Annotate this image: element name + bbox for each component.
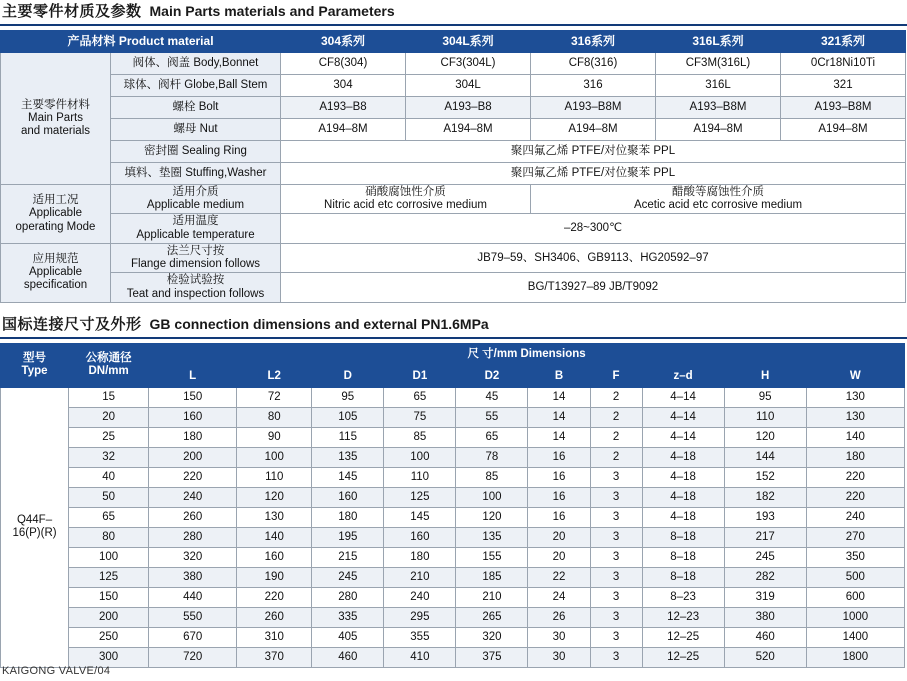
col-316: 316系列 <box>531 31 656 53</box>
cell-L2: 72 <box>237 387 312 407</box>
cell-D2: 265 <box>456 607 528 627</box>
table-row <box>1 627 905 647</box>
part-stuffing-cn: 填料、垫圈 <box>124 167 183 180</box>
cell: CF3(304L) <box>406 53 531 75</box>
cell-zd: 4–14 <box>642 407 724 427</box>
section2-title <box>0 313 907 337</box>
group2-label-cn: 适用工况 <box>32 194 79 207</box>
group3-label-en1: Applicable <box>28 266 83 279</box>
cell-D: 245 <box>312 567 384 587</box>
cell-W: 220 <box>806 467 904 487</box>
group2-label-en2: operating Mode <box>15 220 96 233</box>
part-nut-en: Nut <box>199 123 218 136</box>
table-row <box>1 567 905 587</box>
table-row <box>1 243 906 272</box>
cell-L: 720 <box>149 647 237 667</box>
col-L2: L2 <box>237 365 312 387</box>
cell: 316L <box>656 75 781 97</box>
table-row <box>1 141 906 163</box>
cell-D2: 100 <box>456 487 528 507</box>
table-row <box>1 647 905 667</box>
cell-D1: 145 <box>384 507 456 527</box>
cell-B: 20 <box>528 547 590 567</box>
table-row <box>1 447 905 467</box>
col-321: 321系列 <box>781 31 906 53</box>
cell-L: 160 <box>149 407 237 427</box>
cell-B: 30 <box>528 647 590 667</box>
table-row <box>1 507 905 527</box>
type-value-cell <box>1 387 69 667</box>
cell-D2: 78 <box>456 447 528 467</box>
medium-left-cn: 硝酸腐蚀性介质 <box>365 186 446 198</box>
cell-D: 335 <box>312 607 384 627</box>
col-zd: z–d <box>642 365 724 387</box>
cell-zd: 8–23 <box>642 587 724 607</box>
dn-value: 20 <box>69 407 149 427</box>
cell-F: 3 <box>590 527 642 547</box>
cell-D1: 75 <box>384 407 456 427</box>
cell-L2: 220 <box>237 587 312 607</box>
part-nut <box>111 119 281 141</box>
type-header <box>1 343 69 387</box>
table-row <box>1 185 906 214</box>
table-row <box>1 97 906 119</box>
cell-D1: 125 <box>384 487 456 507</box>
cell-D: 460 <box>312 647 384 667</box>
dn-value: 150 <box>69 587 149 607</box>
cell-H: 460 <box>724 627 806 647</box>
group3-label-en2: specification <box>23 279 88 292</box>
cell-W: 1000 <box>806 607 904 627</box>
cell-W: 220 <box>806 487 904 507</box>
group1-label-en1: Main Parts <box>28 111 83 124</box>
cell: A193–B8M <box>656 97 781 119</box>
cell-H: 120 <box>724 427 806 447</box>
cell-B: 16 <box>528 447 590 467</box>
cell-W: 180 <box>806 447 904 467</box>
cell: 316 <box>531 75 656 97</box>
cell-zd: 4–14 <box>642 427 724 447</box>
table-row <box>1 527 905 547</box>
cell-D2: 55 <box>456 407 528 427</box>
cell-L: 200 <box>149 447 237 467</box>
table-row <box>1 273 906 302</box>
cell: 321 <box>781 75 906 97</box>
cell-D2: 155 <box>456 547 528 567</box>
cell-D1: 110 <box>384 467 456 487</box>
cell-D: 115 <box>312 427 384 447</box>
cell-H: 520 <box>724 647 806 667</box>
dn-value: 300 <box>69 647 149 667</box>
cell-L2: 160 <box>237 547 312 567</box>
group1-label-en2: and materials <box>20 125 91 138</box>
table-row <box>1 547 905 567</box>
cell-F: 2 <box>590 447 642 467</box>
cell-D1: 240 <box>384 587 456 607</box>
cell-W: 130 <box>806 387 904 407</box>
cell-L2: 260 <box>237 607 312 627</box>
cell-W: 600 <box>806 587 904 607</box>
cell-L2: 100 <box>237 447 312 467</box>
applicable-temp-en: Applicable temperature <box>136 228 255 241</box>
cell-zd: 8–18 <box>642 567 724 587</box>
cell: CF8(304) <box>281 53 406 75</box>
cell-L: 240 <box>149 487 237 507</box>
col-304l: 304L系列 <box>406 31 531 53</box>
group-main-parts-label <box>1 53 111 185</box>
cell-B: 26 <box>528 607 590 627</box>
cell-D: 105 <box>312 407 384 427</box>
col-L: L <box>149 365 237 387</box>
cell: BG/T13927–89 JB/T9092 <box>281 273 906 302</box>
cell-D: 145 <box>312 467 384 487</box>
dimensions-group-header: 尺 寸/mm Dimensions <box>149 343 905 365</box>
cell-L2: 140 <box>237 527 312 547</box>
medium-right-cn: 醋酸等腐蚀性介质 <box>672 186 764 198</box>
cell-F: 3 <box>590 567 642 587</box>
cell-zd: 8–18 <box>642 547 724 567</box>
cell-L: 670 <box>149 627 237 647</box>
type-value-1: Q44F–16 <box>12 514 53 540</box>
cell-D: 405 <box>312 627 384 647</box>
cell-zd: 8–18 <box>642 527 724 547</box>
section1-title <box>0 0 907 24</box>
cell-L: 320 <box>149 547 237 567</box>
cell-D1: 85 <box>384 427 456 447</box>
page-footer: KAIGONG VALVE/04 <box>2 665 111 677</box>
cell-B: 16 <box>528 507 590 527</box>
group1-label-cn: 主要零件材料 <box>21 98 90 111</box>
cell-L: 550 <box>149 607 237 627</box>
cell-L2: 80 <box>237 407 312 427</box>
group-operating-mode-label <box>1 185 111 244</box>
cell: A193–B8M <box>531 97 656 119</box>
cell-D1: 65 <box>384 387 456 407</box>
cell-D: 95 <box>312 387 384 407</box>
cell-H: 193 <box>724 507 806 527</box>
cell-H: 182 <box>724 487 806 507</box>
cell-B: 30 <box>528 627 590 647</box>
part-globe-cn: 球体、阀杆 <box>123 79 182 92</box>
group-specification-label <box>1 243 111 302</box>
cell-H: 152 <box>724 467 806 487</box>
cell-H: 245 <box>724 547 806 567</box>
cell-L2: 130 <box>237 507 312 527</box>
dn-value: 200 <box>69 607 149 627</box>
cell-F: 3 <box>590 547 642 567</box>
table-row <box>1 75 906 97</box>
section2-title-en: GB connection dimensions and external PN1.6MPa <box>149 315 489 332</box>
cell: A193–B8M <box>781 97 906 119</box>
col-304: 304系列 <box>281 31 406 53</box>
cell: A194–8M <box>781 119 906 141</box>
part-body-bonnet-en: Body,Bonnet <box>193 57 259 70</box>
cell-D1: 210 <box>384 567 456 587</box>
cell-H: 217 <box>724 527 806 547</box>
dn-value: 80 <box>69 527 149 547</box>
cell-W: 140 <box>806 427 904 447</box>
table-row <box>1 119 906 141</box>
cell: 304 <box>281 75 406 97</box>
type-header-en: Type <box>21 365 48 378</box>
applicable-temperature-label <box>111 214 281 243</box>
cell-B: 20 <box>528 527 590 547</box>
cell-zd: 4–14 <box>642 387 724 407</box>
type-header-cn: 型号 <box>23 352 47 365</box>
table-row <box>1 427 905 447</box>
cell-D: 215 <box>312 547 384 567</box>
table-row <box>1 487 905 507</box>
col-B: B <box>528 365 590 387</box>
main-parts-table <box>0 30 906 303</box>
cell-D2: 120 <box>456 507 528 527</box>
cell-H: 319 <box>724 587 806 607</box>
cell-zd: 12–25 <box>642 647 724 667</box>
col-316l: 316L系列 <box>656 31 781 53</box>
dn-value: 250 <box>69 627 149 647</box>
cell-B: 22 <box>528 567 590 587</box>
dn-value: 15 <box>69 387 149 407</box>
product-material-cn: 产品材料 <box>67 33 116 48</box>
flange-dim-cn: 法兰尺寸按 <box>166 244 225 257</box>
table-header-row <box>1 31 906 53</box>
cell-D: 180 <box>312 507 384 527</box>
section2-title-cn: 国标连接尺寸及外形 <box>2 315 142 333</box>
cell-W: 1800 <box>806 647 904 667</box>
dn-header <box>69 343 149 387</box>
table-row <box>1 407 905 427</box>
cell-D: 135 <box>312 447 384 467</box>
cell-L: 150 <box>149 387 237 407</box>
cell: A193–B8 <box>406 97 531 119</box>
cell-B: 24 <box>528 587 590 607</box>
cell-F: 3 <box>590 587 642 607</box>
medium-left-value <box>281 185 531 214</box>
flange-dim-en: Flange dimension follows <box>130 258 261 271</box>
cell-W: 1400 <box>806 627 904 647</box>
cell-D2: 185 <box>456 567 528 587</box>
part-stuffing-washer <box>111 163 281 185</box>
cell-F: 3 <box>590 507 642 527</box>
cell-H: 380 <box>724 607 806 627</box>
cell-L: 180 <box>149 427 237 447</box>
dn-header-en: DN/mm <box>88 365 129 378</box>
cell-F: 2 <box>590 427 642 447</box>
cell: A194–8M <box>531 119 656 141</box>
cell-D1: 355 <box>384 627 456 647</box>
table-row <box>1 214 906 243</box>
table-row <box>1 467 905 487</box>
section1-title-cn: 主要零件材质及参数 <box>2 3 142 20</box>
cell-D1: 295 <box>384 607 456 627</box>
cell-zd: 12–25 <box>642 627 724 647</box>
col-D1: D1 <box>384 365 456 387</box>
cell-L: 280 <box>149 527 237 547</box>
cell-D2: 85 <box>456 467 528 487</box>
applicable-medium-cn: 适用介质 <box>172 186 219 198</box>
cell-L2: 120 <box>237 487 312 507</box>
part-stuffing-en: Stuffing,Washer <box>185 167 267 180</box>
part-body-bonnet-cn: 阀体、阀盖 <box>132 57 191 70</box>
flange-dimension-label <box>111 243 281 272</box>
cell-B: 16 <box>528 467 590 487</box>
table-row <box>1 53 906 75</box>
cell-F: 3 <box>590 487 642 507</box>
cell-D1: 100 <box>384 447 456 467</box>
table-row <box>1 607 905 627</box>
table-row <box>1 387 905 407</box>
cell-W: 270 <box>806 527 904 547</box>
dn-header-cn: 公称通径 <box>85 352 132 365</box>
cell-F: 2 <box>590 407 642 427</box>
applicable-medium-label <box>111 185 281 214</box>
cell-D2: 210 <box>456 587 528 607</box>
part-bolt-en: Bolt <box>198 101 219 114</box>
part-sealing-en: Sealing Ring <box>181 145 247 158</box>
dimensions-table <box>0 343 905 668</box>
cell-H: 95 <box>724 387 806 407</box>
cell-B: 14 <box>528 387 590 407</box>
col-D2: D2 <box>456 365 528 387</box>
dn-value: 40 <box>69 467 149 487</box>
dn-value: 25 <box>69 427 149 447</box>
cell-zd: 4–18 <box>642 487 724 507</box>
test-inspect-cn: 检验试验按 <box>166 274 225 287</box>
medium-left-en: Nitric acid etc corrosive medium <box>324 199 487 212</box>
cell-L2: 90 <box>237 427 312 447</box>
cell-D2: 65 <box>456 427 528 447</box>
cell-D2: 135 <box>456 527 528 547</box>
product-material-header <box>1 31 281 53</box>
applicable-temp-cn: 适用温度 <box>172 215 219 228</box>
cell-D1: 160 <box>384 527 456 547</box>
cell: CF3M(316L) <box>656 53 781 75</box>
cell-H: 282 <box>724 567 806 587</box>
cell-W: 130 <box>806 407 904 427</box>
part-bolt <box>111 97 281 119</box>
part-globe-en: Globe,Ball Stem <box>184 79 268 92</box>
cell-D2: 375 <box>456 647 528 667</box>
dn-value: 65 <box>69 507 149 527</box>
dn-value: 32 <box>69 447 149 467</box>
cell-L2: 190 <box>237 567 312 587</box>
cell: A194–8M <box>281 119 406 141</box>
cell-W: 240 <box>806 507 904 527</box>
part-sealing-ring <box>111 141 281 163</box>
part-globe-ball-stem <box>111 75 281 97</box>
cell-B: 14 <box>528 427 590 447</box>
cell-W: 350 <box>806 547 904 567</box>
cell-zd: 12–23 <box>642 607 724 627</box>
dn-value: 125 <box>69 567 149 587</box>
section2-rule <box>0 337 907 339</box>
type-value-2: (P) <box>25 527 41 540</box>
product-material-en: Product material <box>118 33 214 48</box>
table-row <box>1 587 905 607</box>
cell: JB79–59、SH3406、GB9113、HG20592–97 <box>281 243 906 272</box>
cell: 0Cr18Ni10Ti <box>781 53 906 75</box>
cell-D1: 180 <box>384 547 456 567</box>
cell: 304L <box>406 75 531 97</box>
cell-zd: 4–18 <box>642 447 724 467</box>
table-header-row <box>1 343 905 365</box>
type-value-3: (R) <box>40 527 57 540</box>
cell-W: 500 <box>806 567 904 587</box>
part-body-bonnet <box>111 53 281 75</box>
cell-L: 260 <box>149 507 237 527</box>
section1-title-en: Main Parts materials and Parameters <box>149 3 395 19</box>
cell: A193–B8 <box>281 97 406 119</box>
test-inspect-en: Teat and inspection follows <box>126 287 265 300</box>
cell-D: 160 <box>312 487 384 507</box>
cell-L2: 310 <box>237 627 312 647</box>
part-sealing-cn: 密封圈 <box>144 145 179 158</box>
cell-B: 16 <box>528 487 590 507</box>
cell-D1: 410 <box>384 647 456 667</box>
cell-H: 110 <box>724 407 806 427</box>
medium-right-value <box>531 185 906 214</box>
cell-L: 380 <box>149 567 237 587</box>
dn-value: 100 <box>69 547 149 567</box>
section1-rule <box>0 24 907 26</box>
col-H: H <box>724 365 806 387</box>
cell-L: 220 <box>149 467 237 487</box>
cell: A194–8M <box>406 119 531 141</box>
cell-B: 14 <box>528 407 590 427</box>
cell-F: 3 <box>590 627 642 647</box>
cell-zd: 4–18 <box>642 467 724 487</box>
cell: A194–8M <box>656 119 781 141</box>
cell-D2: 45 <box>456 387 528 407</box>
cell-F: 3 <box>590 607 642 627</box>
cell-F: 3 <box>590 467 642 487</box>
cell: –28~300℃ <box>281 214 906 243</box>
cell: 聚四氟乙烯 PTFE/对位聚苯 PPL <box>281 141 906 163</box>
dn-value: 50 <box>69 487 149 507</box>
cell-L: 440 <box>149 587 237 607</box>
part-bolt-cn: 螺栓 <box>172 101 196 114</box>
cell-L2: 370 <box>237 647 312 667</box>
table-row <box>1 163 906 185</box>
cell: CF8(316) <box>531 53 656 75</box>
col-W: W <box>806 365 904 387</box>
cell-D: 280 <box>312 587 384 607</box>
col-F: F <box>590 365 642 387</box>
cell-D: 195 <box>312 527 384 547</box>
applicable-medium-en: Applicable medium <box>146 199 245 212</box>
cell-F: 2 <box>590 387 642 407</box>
cell-H: 144 <box>724 447 806 467</box>
cell-zd: 4–18 <box>642 507 724 527</box>
cell-D2: 320 <box>456 627 528 647</box>
medium-right-en: Acetic acid etc corrosive medium <box>633 199 803 212</box>
group3-label-cn: 应用规范 <box>32 252 79 265</box>
part-nut-cn: 螺母 <box>173 123 197 136</box>
cell-L2: 110 <box>237 467 312 487</box>
col-D: D <box>312 365 384 387</box>
test-inspection-label <box>111 273 281 302</box>
cell-F: 3 <box>590 647 642 667</box>
group2-label-en1: Applicable <box>28 207 83 220</box>
cell: 聚四氟乙烯 PTFE/对位聚苯 PPL <box>281 163 906 185</box>
